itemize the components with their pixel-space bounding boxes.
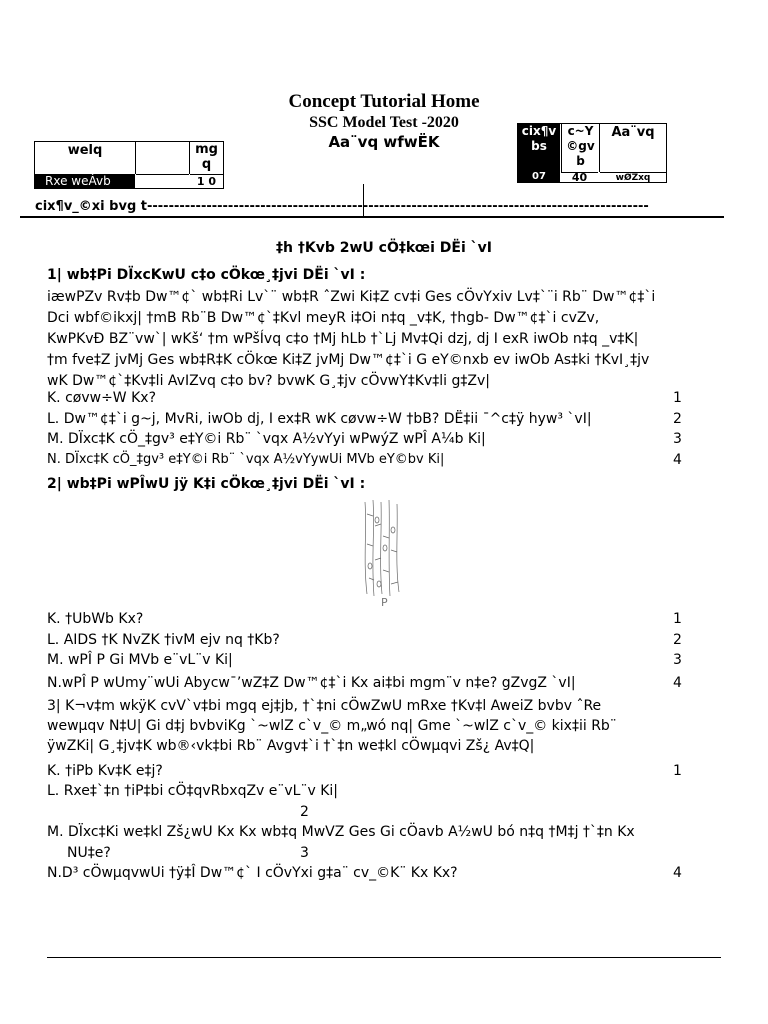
q1-option-n: N. DÏxc‡K cÖ_‡gv³ e‡Y©i Rb¨ `vqx A½vYywUi MVb eY©bv Ki|	[47, 452, 445, 467]
footer-rule	[47, 957, 721, 958]
q2-mark-k: 1	[673, 611, 682, 627]
q3-stem-line: ÿwZKi| G¸‡jv‡K wb®‹vk‡bi Rb¨ Avgv‡`i †`‡n we‡kl cÖwµqvi Zš¿ Av‡Q|	[47, 738, 535, 754]
q2-mark-m: 3	[673, 652, 682, 668]
q1-mark-n: 4	[673, 452, 682, 468]
q1-option-l: L. Dw™¢‡`i g~j, MvRi, iwOb dj, I ex‡R wK cøvw÷W †bB? DË‡ii ¯^c‡ÿ hyw³ `vI|	[47, 411, 592, 427]
marks-value: 1 0	[190, 174, 223, 189]
q1-stem-line: iæwPZv Rv‡b Dw™¢` wb‡Ri Lv`¨ wb‡R ˆZwi Ki‡Z cv‡i Ges cÖvYxiv Lv‡`¨i Rb¨ Dw™¢‡`i	[47, 289, 656, 305]
marks-label: mg q	[195, 142, 218, 172]
q2-option-n: N.wPÎ P wUmy¨wUi Abycw¯’wZ‡Z Dw™¢‡`i Kx ai‡bi mgm¨v n‡e? gZvgZ `vI|	[47, 675, 576, 691]
q1-stem-line: Dci wbf©ikxj| †mB Rb¨B Dw™¢`‡Kvl meyR i‡Oi n‡q _v‡K, †hgb- Dw™¢‡`i cvZv,	[47, 310, 600, 326]
q3-mark-m: 3	[300, 845, 309, 861]
mark-label: c~Y ©gv b	[561, 124, 600, 172]
q1-option-k: K. cøvw÷W Kx?	[47, 390, 156, 406]
subject-label: welq	[35, 142, 136, 174]
q3-mark-l: 2	[300, 804, 309, 820]
q3-option-k: K. †iPb Kv‡K e‡j?	[47, 763, 163, 779]
q1-stem-line: wK Dw™¢`‡Kv‡li AvIZvq c‡o bv? bvwK G¸‡jv cÖvwY‡Kv‡li g‡Zv|	[47, 373, 490, 389]
q3-mark-k: 1	[673, 763, 682, 779]
figure-label: P	[381, 596, 388, 609]
q1-mark-m: 3	[673, 431, 682, 447]
subject-value: Rxe weÁvb	[35, 174, 135, 188]
mark-value: 40	[561, 172, 598, 183]
q1-mark-l: 2	[673, 411, 682, 427]
page-subtitle: SSC Model Test -2020	[309, 114, 459, 131]
q3-option-m-cont: NU‡e?	[67, 845, 111, 861]
header-rule	[20, 216, 724, 218]
instruction: ‡h †Kvb 2wU cÖ‡kœi DËi `vI	[276, 240, 492, 256]
q1-stem-line: KwPKvÐ BZ¨vw`| wKš‘ †m wPšÍvq c‡o †Mj hLb †`Lj Mv‡Qi dzj, dj I exR iwOb n‡q _v‡K|	[47, 331, 639, 347]
q-label: cix¶v bs	[518, 124, 560, 172]
subject-box	[34, 141, 224, 189]
examinee-name-line: cix¶v_©xi bvg t---------------------------------------------------------------------------------------------	[35, 199, 649, 214]
q1-option-m: M. DÏxc‡K cÖ_‡gv³ e‡Y©i Rb¨ `vqx A½vYyi wPwýZ wPÎ A¼b Ki|	[47, 431, 486, 447]
chapter-label: Aa¨vq	[611, 125, 655, 140]
q2-option-k: K. †UbWb Kx?	[47, 611, 144, 627]
q1-mark-k: 1	[673, 390, 682, 406]
q3-option-m: M. DÏxc‡Ki we‡kl Zš¿wU Kx Kx wb‡q MwVZ Ges Gi cÖavb A½wU bó n‡q †M‡j †`‡n Kx	[47, 824, 635, 840]
q2-option-l: L. AIDS †K NvZK †ivM ejv nq †Kb?	[47, 632, 280, 648]
q1-heading: 1| wb‡Pi DÏxcKwU c‡o cÖkœ¸‡jvi DËi `vI :	[47, 267, 366, 283]
chapter-value: wØZxq	[600, 172, 666, 183]
q2-option-m: M. wPÎ P Gi MVb e¨vL¨v Ki|	[47, 652, 233, 668]
q-value: 07	[518, 172, 560, 182]
tissue-drawing	[357, 500, 409, 596]
q2-mark-n: 4	[673, 675, 682, 691]
chapter-heading: Aa¨vq wfwËK	[328, 133, 440, 151]
q3-stem-line: 3| K¬v‡m wkÿK cvV`v‡bi mgq ej‡jb, †`‡ni cÖwZwU mRxe †Kv‡l AweiZ bvbv ˆRe	[47, 698, 602, 714]
tissue-figure	[357, 500, 409, 612]
q3-option-n: N.D³ cÖwµqvwUi †ÿ‡Î Dw™¢` I cÖvYxi g‡a¨ cv_©K¨ Kx Kx?	[47, 865, 458, 881]
q3-mark-n: 4	[673, 865, 682, 881]
q2-mark-l: 2	[673, 632, 682, 648]
q3-stem-line: wewµqv N‡U| Gi d‡j bvbviKg `~wlZ c`v_© m„wó nq| Gme `~wlZ c`v_© kix‡ii Rb¨	[47, 718, 617, 734]
q3-option-l: L. Rxe‡`‡n †iP‡bi cÖ‡qvRbxqZv e¨vL¨v Ki|	[47, 783, 338, 799]
exam-info-box	[517, 123, 667, 183]
q2-heading: 2| wb‡Pi wPÎwU jÿ K‡i cÖkœ¸‡jvi DËi `vI :	[47, 476, 366, 492]
q1-stem-line: †m fve‡Z jvMj Ges wb‡R‡K cÖkœ Ki‡Z jvMj Dw™¢‡`i G eY©nxb ev iwOb As‡ki †KvI¸‡jv	[47, 352, 650, 368]
page-title: Concept Tutorial Home	[288, 91, 480, 112]
